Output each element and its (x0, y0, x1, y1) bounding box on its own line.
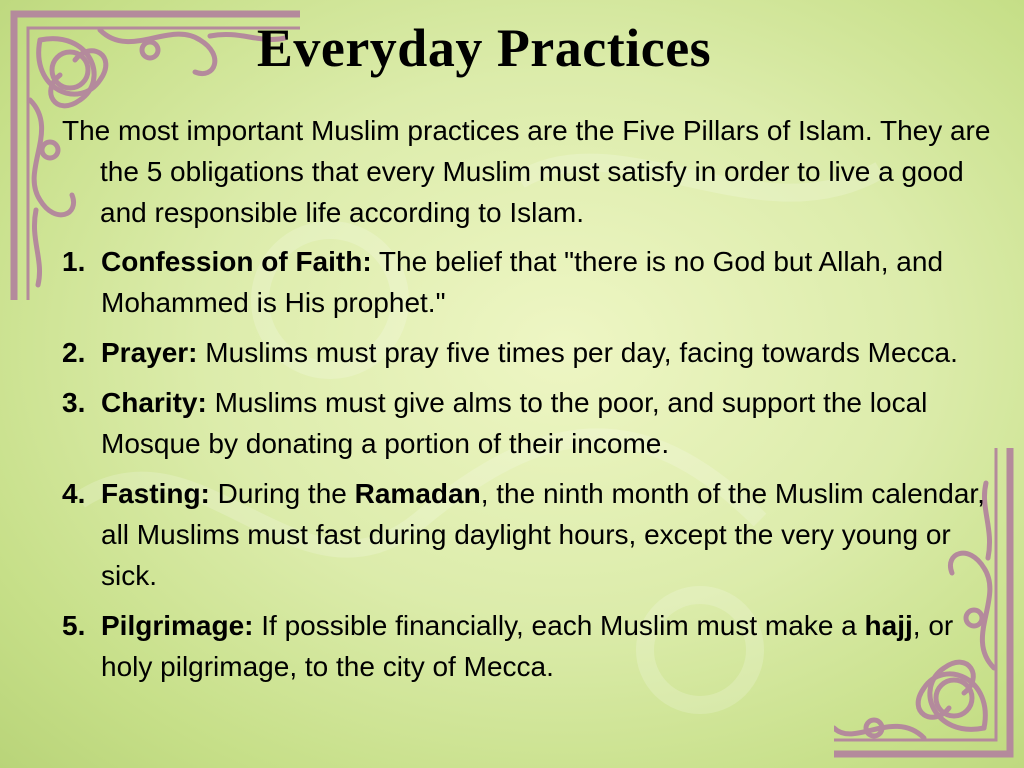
pillars-list (62, 241, 1012, 687)
item-text: , or holy pilgrimage, to the city of Mecca. (101, 610, 954, 682)
item-text: Muslims must give alms to the poor, and support the local Mosque by donating a portion of their income. (101, 387, 928, 459)
item-text: The belief that "there is no God but Allah, and Mohammed is His prophet." (101, 246, 944, 318)
list-item-confession (62, 241, 1012, 323)
list-item-prayer (62, 332, 1012, 373)
list-item-pilgrimage (62, 605, 1012, 687)
item-term: Pilgrimage: (101, 610, 254, 641)
list-item-fasting (62, 473, 1012, 596)
item-bold-word: hajj (864, 610, 913, 641)
item-term: Fasting: (101, 478, 210, 509)
item-text: , the ninth month of the Muslim calendar, all Muslims must fast during daylight hours, except the very young or sick. (101, 478, 985, 591)
item-text: If possible financially, each Muslim must make a (253, 610, 865, 641)
intro-paragraph: The most important Muslim practices are the Five Pillars of Islam. They are the 5 obligations that every Muslim must satisfy in order to live a good and responsible life according to Islam. (62, 115, 991, 228)
item-number: 5. (62, 610, 86, 641)
item-bold-word: Ramadan (354, 478, 481, 509)
list-item-charity (62, 382, 1012, 464)
slide-title: Everyday Practices (256, 18, 712, 78)
item-term: Charity: (101, 387, 207, 418)
slide-body (62, 110, 1012, 696)
item-term: Confession of Faith: (101, 246, 372, 277)
item-text: Muslims must pray five times per day, facing towards Mecca. (197, 337, 958, 368)
item-number: 1. (62, 246, 86, 277)
item-number: 2. (62, 337, 86, 368)
item-number: 4. (62, 478, 86, 509)
item-term: Prayer: (101, 337, 198, 368)
item-number: 3. (62, 387, 86, 418)
item-text: During the (209, 478, 355, 509)
